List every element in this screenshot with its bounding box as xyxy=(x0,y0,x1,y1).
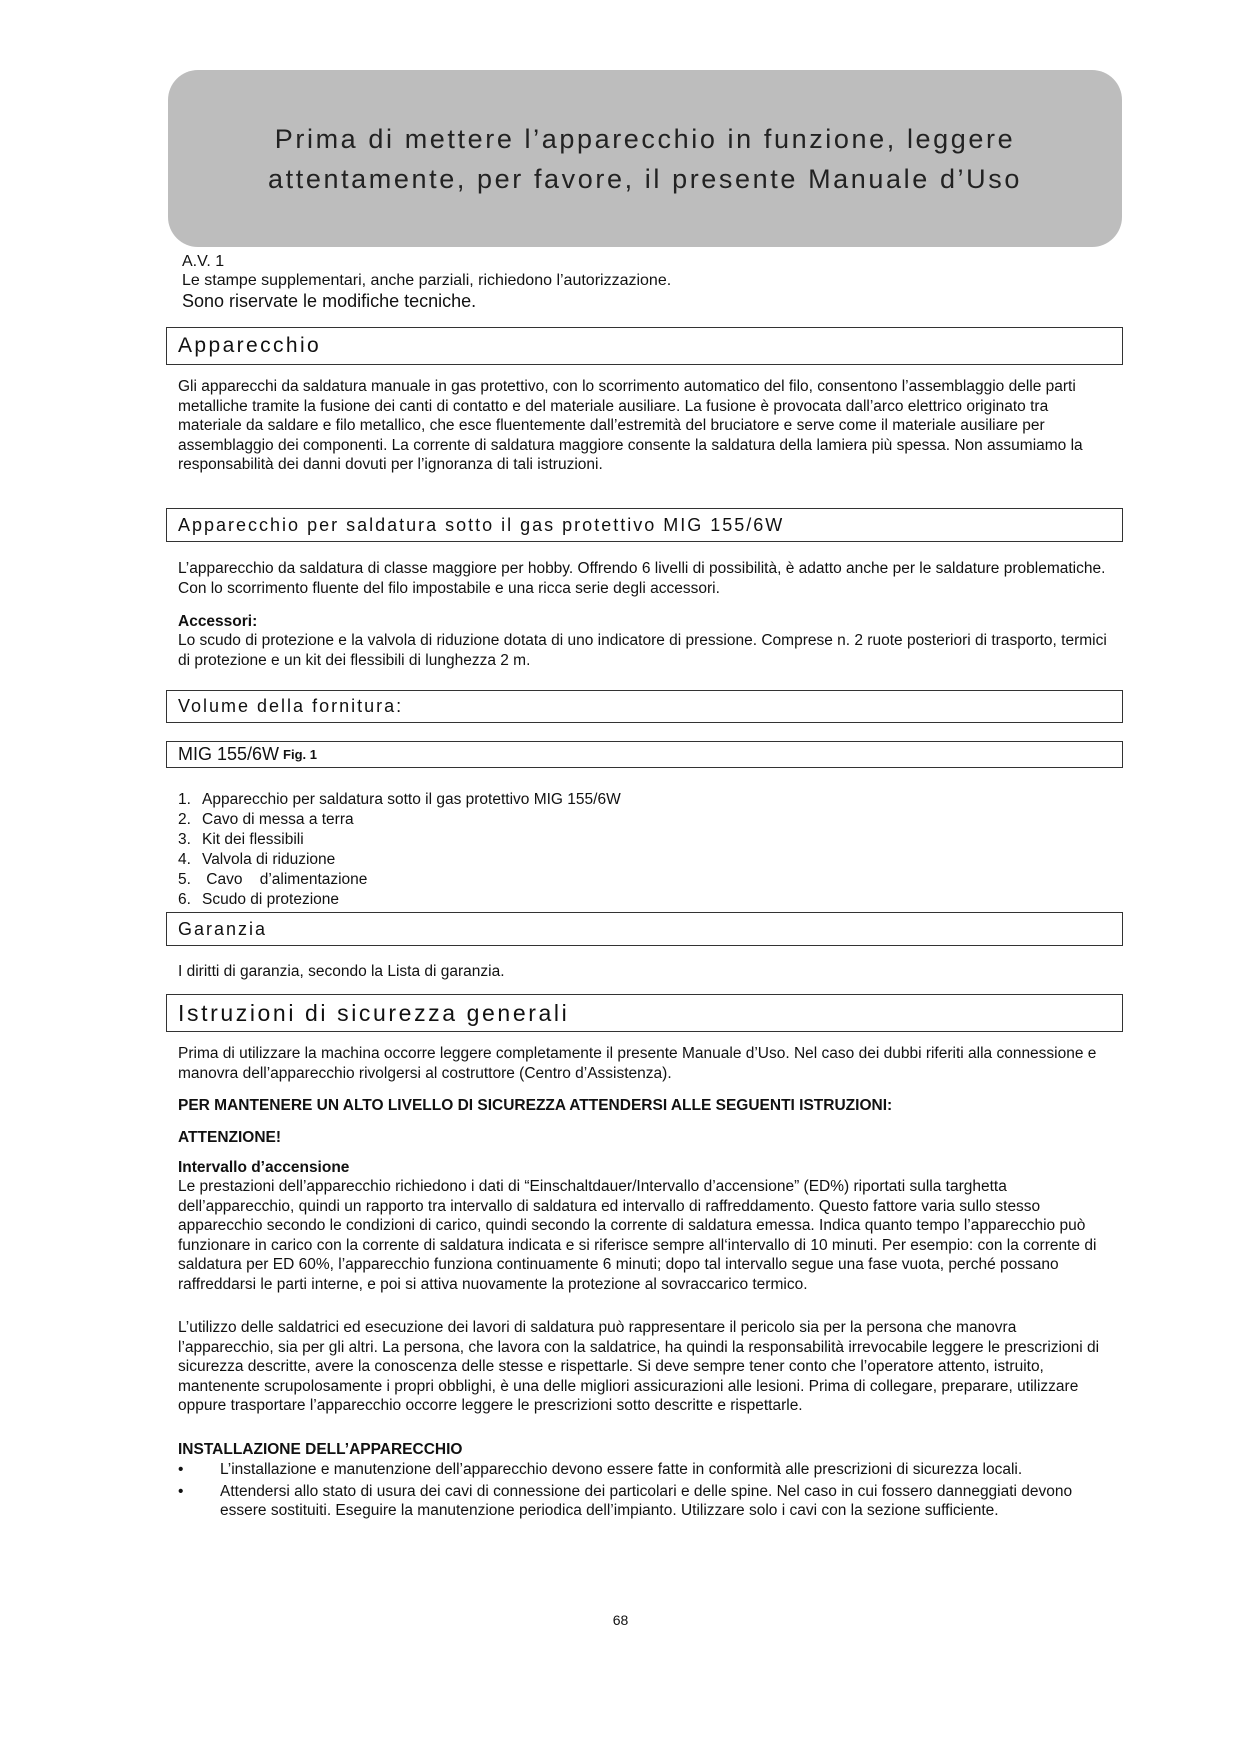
section-header-model xyxy=(166,741,1123,768)
banner-line-1: Prima di mettere l’apparecchio in funzione, leggere xyxy=(274,123,1016,154)
list-item: 3. Kit dei flessibili xyxy=(178,831,304,848)
section-header-mig xyxy=(166,508,1123,542)
sicurezza-maintain: PER MANTENERE UN ALTO LIVELLO DI SICUREZZA ATTENDERSI ALLE SEGUENTI ISTRUZIONI: xyxy=(178,1097,893,1114)
list-item: 2. Cavo di messa a terra xyxy=(178,811,354,828)
list-item: 1. Apparecchio per saldatura sotto il gas protettivo MIG 155/6W xyxy=(178,791,621,808)
list-item: 5. Cavo d’alimentazione xyxy=(178,871,368,888)
section-title-mig: Apparecchio per saldatura sotto il gas protettivo MIG 155/6W xyxy=(178,514,785,535)
section-title-apparecchio: Apparecchio xyxy=(178,334,322,357)
mig-text: L’apparecchio da saldatura di classe maggiore per hobby. Offrendo 6 livelli di possibilità, è adatto anche per le saldature problematiche. Con lo scorrimento fluente del filo impostabile e una ricca serie degli accessori. xyxy=(178,560,1106,597)
document-meta xyxy=(182,252,671,312)
page-number: 68 xyxy=(612,1612,629,1628)
garanzia-text: I diritti di garanzia, secondo la Lista di garanzia. xyxy=(178,963,505,980)
section-header-volume xyxy=(166,690,1123,723)
section-header-apparecchio xyxy=(166,327,1123,365)
accessories-text: Lo scudo di protezione e la valvola di riduzione dotata di uno indicatore di pressione. Comprese n. 2 ruote posteriori di trasporto, termici di protezione e un kit dei flessibili di lunghezza 2 m. xyxy=(178,632,1107,669)
bullet-icon: • xyxy=(178,1482,184,1500)
model-title: MIG 155/6W xyxy=(178,744,280,764)
list-item: 6. Scudo di protezione xyxy=(178,891,340,908)
section-title-volume: Volume della fornitura: xyxy=(178,696,404,716)
usage-text: L’utilizzo delle saldatrici ed esecuzione dei lavori di saldatura può rappresentare il pericolo sia per la persona che manovra l’apparecchio, sia per gli altri. La persona, che lavora con la saldatrice, ha quindi la responsabilità irrevocabile leggere le prescrizioni di sicurezza descritte, avere la conoscenza delle stesse e rispettarle. Si deve sempre tener conto che l’operatore attento, istruito, mantenente scrupolosamente i propri obblighi, è una delle migliori assicurazioni alle lesioni. Prima di collegare, preparare, utilizzare oppure trasportare l’apparecchio occorre leggere le prescrizioni sotto descritte e rispettarle. xyxy=(178,1319,1100,1415)
install-heading: INSTALLAZIONE DELL’APPARECCHIO xyxy=(178,1441,463,1458)
attention-label: ATTENZIONE! xyxy=(178,1129,282,1146)
apparecchio-text: Gli apparecchi da saldatura manuale in gas protettivo, con lo scorrimento automatico del filo, consentono l’assemblaggio delle parti metalliche tramite la fusione dei canti di contatto e del materiale ausiliare. La fusione è provocata dall’arco elettrico originato tra materiale da saldare e filo metallico, che esce fluentemente dall’estremità del bruciatore e serve come il materiale ausiliare per assemblaggio dei componenti. La corrente di saldatura maggiore consente la saldatura della lamiera più spessa. Non assumiamo la responsabilità dei danni dovuti per l’ignoranza di tali istruzioni. xyxy=(178,378,1083,474)
section-header-sicurezza xyxy=(166,994,1123,1032)
changes-notice: Sono riservate le modifiche tecniche. xyxy=(182,291,477,311)
supply-list xyxy=(178,790,621,910)
interval-text: Le prestazioni dell’apparecchio richiedono i dati di “Einschaltdauer/Intervallo d’accensione” (ED%) riportati sulla targhetta dell’apparecchio, quindi un rapporto tra intervallo di saldatura ed intervallo di raffreddamento. Questo fattore varia sullo stesso apparecchio secondo le condizioni di carico, quindi secondo la corrente di saldatura emessa. Indica quanto tempo l’apparecchio può funzionare in carico con la corrente di saldatura indicata e si riferisce sempre all‘intervallo di 10 minuti. Per esempio: con la corrente di saldatura per ED 60%, l’apparecchio funziona continuamente 6 minuti; dopo tal intervallo segue una fase vuota, perché possano raffreddarsi le parti interne, e poi si attiva nuovamente la protezione al sovraccarico termico. xyxy=(178,1178,1097,1293)
banner-line-2: attentamente, per favore, il presente Manuale d’Uso xyxy=(268,163,1022,194)
reprint-notice: Le stampe supplementari, anche parziali, richiedono l’autorizzazione. xyxy=(182,272,672,289)
accessories-heading: Accessori: xyxy=(178,613,258,630)
bullet-item: • Attendersi allo stato di usura dei cavi di connessione dei particolari e delle spine. Nel caso in cui fossero danneggiati devono essere sostituiti. Eseguire la manutenzione periodica dell’impianto. Utilizzare solo i cavi con la sezione sufficiente. xyxy=(178,1482,1073,1520)
section-title-garanzia: Garanzia xyxy=(178,918,268,939)
warning-banner xyxy=(168,70,1122,247)
list-item: 4. Valvola di riduzione xyxy=(178,851,336,868)
figure-ref: Fig. 1 xyxy=(283,747,317,762)
sicurezza-intro: Prima di utilizzare la machina occorre leggere completamente il presente Manuale d’Uso. Nel caso dei dubbi riferiti alla connessione e manovra dell’apparecchio rivolgersi al costruttore (Centro d’Assistenza). xyxy=(178,1045,1097,1082)
bullet-icon: • xyxy=(178,1461,184,1478)
section-header-garanzia xyxy=(166,912,1123,946)
section-title-sicurezza: Istruzioni di sicurezza generali xyxy=(178,999,570,1026)
install-bullets xyxy=(178,1460,1113,1523)
bullet-item: • L’installazione e manutenzione dell’apparecchio devono essere fatte in conformità alle prescrizioni di sicurezza locali. xyxy=(178,1461,1023,1478)
interval-heading: Intervallo d’accensione xyxy=(178,1159,350,1176)
version-label: A.V. 1 xyxy=(182,253,225,270)
